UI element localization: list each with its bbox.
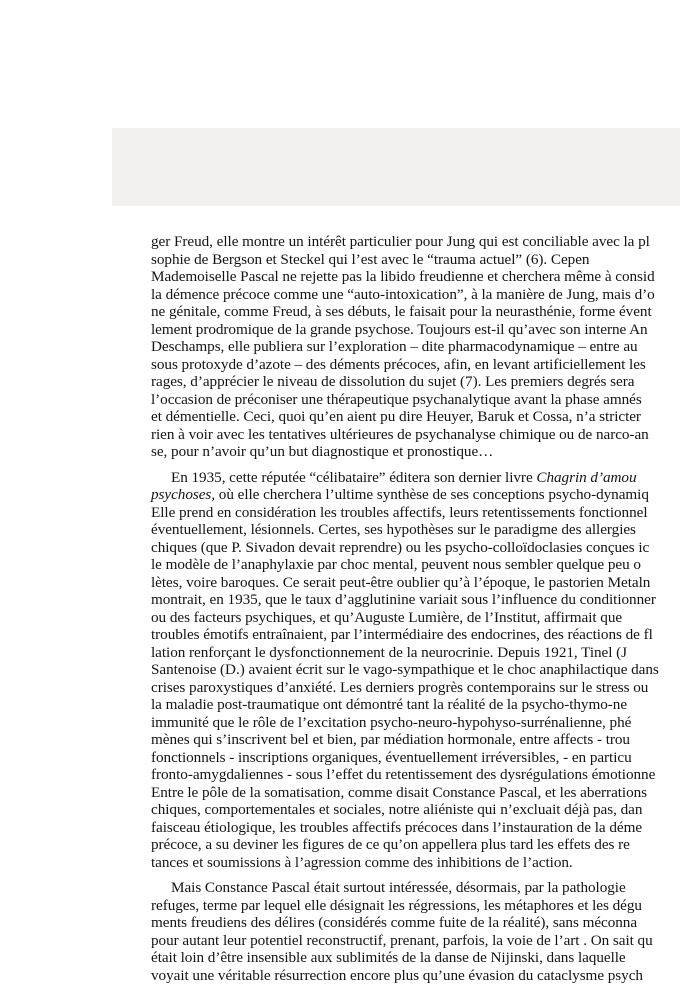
text-line: lement prodromique de la grande psychose. Toujours est-il qu’avec son interne An [151,321,680,339]
book-title: Chagrin d’amou [536,469,636,486]
text-line: tances et soumissions à l’agression comme des inhibitions de l’action. [151,854,680,872]
text-line: éventuellement, lésionnels. Certes, ses hypothèses sur le paradigme des allergies [151,521,680,539]
text-line: chiques (que P. Sivadon devait reprendre) ou les psycho-colloïdoclasies conçues ic [151,539,680,557]
body-text [151,233,680,963]
text-line: Entre le pôle de la somatisation, comme disait Constance Pascal, et les aberrations [151,784,680,802]
text-line: En 1935, cette réputée “célibataire” éditera son dernier livre Chagrin d’amou [151,469,680,487]
text-line: ou des facteurs psychiques, et qu’Auguste Lumière, de l’Institut, affirmait que [151,609,680,627]
paragraph-2 [151,469,680,872]
text-line: fronto-amygdaliennes - sous l’effet du retentissement des dysrégulations émotionne [151,766,680,784]
text-line: pour autant leur potentiel reconstructif, prenant, parfois, la voie de l’art . On sait qu [151,932,680,950]
text-line: voyait une véritable résurrection encore plus qu’une évasion du cataclysme psych [151,967,680,984]
text-line: chiques, comportementales et sociales, notre aliéniste qui n’excluait déjà pas, dan [151,801,680,819]
text-line: faisceau étiologique, les troubles affectifs précoces dans l’instauration de la déme [151,819,680,837]
text-line: ne génitale, comme Freud, à ses débuts, le faisait pour la neurasthénie, forme évent [151,303,680,321]
text-line: Santenoise (D.) avaient écrit sur le vago-sympathique et le choc anaphilactique dans [151,661,680,679]
text-line: et démentielle. Ceci, quoi qu’en aient pu dire Heuyer, Baruk et Cossa, n’a stricter [151,408,680,426]
text-line: sous protoxyde d’azote – des déments précoces, afin, en levant artificiellement les [151,356,680,374]
text-line: la démence précoce comme une “auto-intoxication”, à la manière de Jung, mais d’o [151,286,680,304]
text-line: rages, d’apprécier le niveau de dissolution du sujet (7). Les premiers degrés sera [151,373,680,391]
text-line: ger Freud, elle montre un intérêt particulier pour Jung qui est conciliable avec la pl [151,233,680,251]
text-line: immunité que le rôle de l’excitation psycho-neuro-hypohyso-surrénalienne, phé [151,714,680,732]
text-line: sophie de Bergson et Steckel qui l’est avec le “trauma actuel” (6). Cepen [151,251,680,269]
text-line: psychoses, où elle cherchera l’ultime synthèse de ses conceptions psycho-dynamiq [151,486,680,504]
text-line: ments freudiens des délires (considérés comme fuite de la réalité), sans méconna [151,914,680,932]
text-line: le modèle de l’anaphylaxie par choc mental, peuvent nous sembler quelque peu o [151,556,680,574]
text-line: rien à voir avec les tentatives ultérieures de psychanalyse chimique ou de narco-an [151,426,680,444]
paragraph-1 [151,233,680,461]
text-line: troubles émotifs entraînaient, par l’intermédiaire des endocrines, des réactions de fl [151,626,680,644]
text-line: Mademoiselle Pascal ne rejette pas la libido freudienne et cherchera même à consid [151,268,680,286]
text-line: crises paroxystiques d’anxiété. Les derniers progrès contemporains sur le stress ou [151,679,680,697]
text-line: Mais Constance Pascal était surtout intéressée, désormais, par la pathologie [151,879,680,897]
text-line: Deschamps, elle publiera sur l’exploration – dite pharmacodynamique – entre au [151,338,680,356]
scan-shadow-band [112,128,680,206]
text-line: fonctionnels - inscriptions organiques, éventuellement irréversibles, - en particu [151,749,680,767]
text-line: la maladie post-traumatique ont démontré tant la réalité de la psycho-thymo-ne [151,696,680,714]
paragraph-3 [151,879,680,984]
text-line: mènes qui s’inscrivent bel et bien, par médiation hormonale, entre affects - trou [151,731,680,749]
text-line: refuges, terme par lequel elle désignait les régressions, les métaphores et les dégu [151,897,680,915]
text-line: se, pour n’avoir qu’un but diagnostique et pronostique… [151,443,680,461]
book-title-cont: psychoses, [151,486,215,503]
text-line: montrait, en 1935, que le taux d’agglutinine variait sous l’influence du conditionner [151,591,680,609]
text-line: l’occasion de préconiser une thérapeutique psychanalytique avant la phase amnés [151,391,680,409]
text-line: lètes, voire baroques. Ce serait peut-être oublier qu’à l’époque, le pastorien Metaln [151,574,680,592]
text-line: lation renforçant le dysfonctionnement de la neurocrinie. Depuis 1921, Tinel (J [151,644,680,662]
text-line: précoce, a su deviner les figures de ce qu’on appellera plus tard les effets des re [151,836,680,854]
text-line: était loin d’être insensible aux sublimités de la danse de Nijinski, dans laquelle [151,949,680,967]
text-line: Elle prend en considération les troubles affectifs, leurs retentissements fonctionnel [151,504,680,522]
